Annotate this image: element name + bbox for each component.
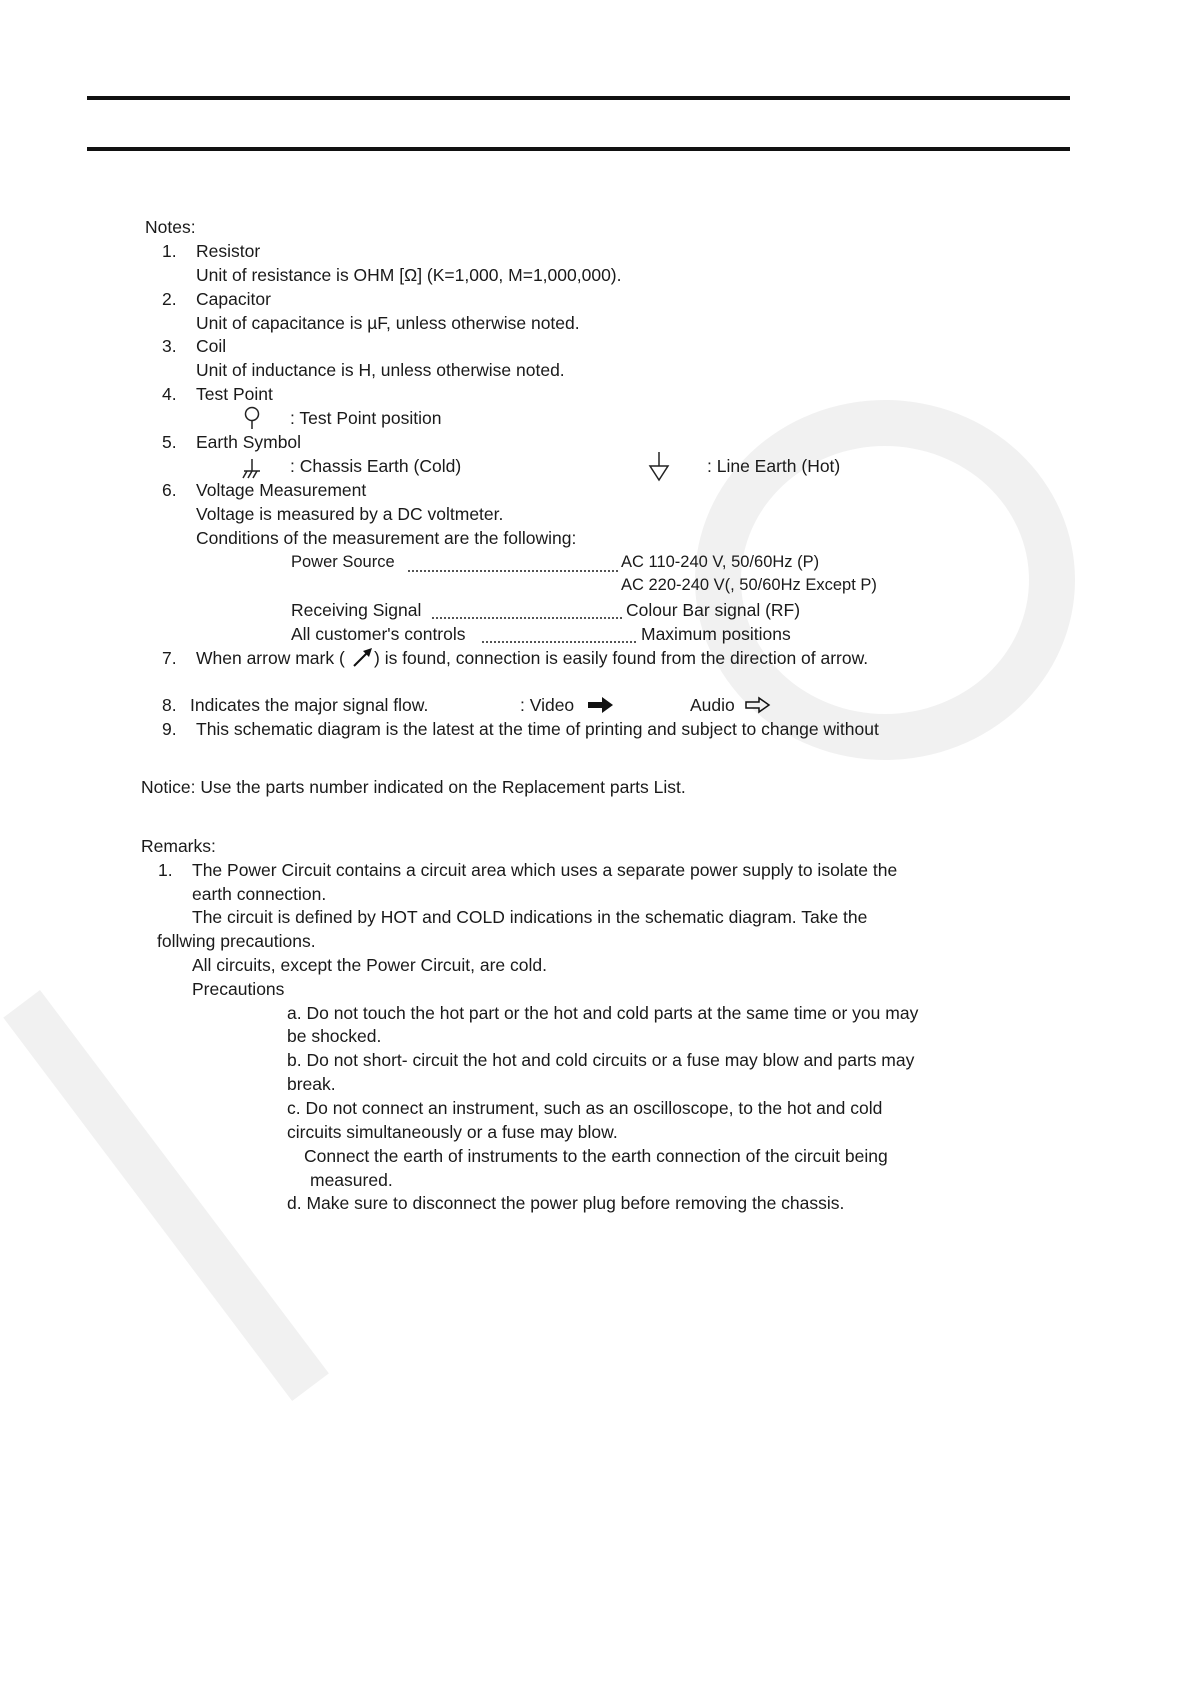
power-source-label: Power Source bbox=[291, 553, 395, 571]
precautions-heading: Precautions bbox=[192, 979, 285, 999]
line-earth-icon bbox=[648, 452, 670, 482]
header-rule-bottom bbox=[87, 147, 1070, 151]
arrow-mark-icon bbox=[352, 646, 374, 668]
audio-flow-label: Audio bbox=[690, 695, 735, 715]
note-4-title: Test Point bbox=[196, 384, 273, 404]
controls-value: Maximum positions bbox=[641, 624, 791, 644]
controls-leader bbox=[482, 641, 636, 643]
precaution-line: break. bbox=[287, 1074, 336, 1094]
receiving-signal-leader bbox=[432, 617, 622, 619]
precaution-line: b. Do not short- circuit the hot and cold circuits or a fuse may blow and parts may bbox=[287, 1050, 915, 1070]
video-flow-label: : Video bbox=[520, 695, 575, 715]
power-source-leader bbox=[408, 570, 618, 572]
note-1-number: 1. bbox=[162, 241, 177, 261]
note-5-number: 5. bbox=[162, 432, 177, 452]
note-6-line2: Conditions of the measurement are the following: bbox=[196, 528, 577, 548]
precaution-line: d. Make sure to disconnect the power plug before removing the chassis. bbox=[287, 1193, 845, 1213]
power-source-value-2: AC 220-240 V(, 50/60Hz Except P) bbox=[621, 576, 877, 594]
chassis-earth-label: : Chassis Earth (Cold) bbox=[290, 456, 462, 476]
precaution-line: be shocked. bbox=[287, 1026, 382, 1046]
note-1-detail: Unit of resistance is OHM [Ω] (K=1,000, M=1,000,000). bbox=[196, 265, 622, 285]
note-4-number: 4. bbox=[162, 384, 177, 404]
note-6-number: 6. bbox=[162, 480, 177, 500]
note-8-text: Indicates the major signal flow. bbox=[190, 695, 429, 715]
remarks-line: The circuit is defined by HOT and COLD indications in the schematic diagram. Take the bbox=[192, 907, 868, 927]
remarks-heading: Remarks: bbox=[141, 836, 216, 856]
note-2-number: 2. bbox=[162, 289, 177, 309]
remarks-line: All circuits, except the Power Circuit, are cold. bbox=[192, 955, 547, 975]
note-9-text: This schematic diagram is the latest at the time of printing and subject to change without bbox=[196, 719, 879, 739]
watermark-stroke bbox=[3, 990, 329, 1401]
chassis-earth-icon bbox=[242, 459, 262, 479]
note-4-detail: : Test Point position bbox=[290, 408, 442, 428]
remarks-line: The Power Circuit contains a circuit area which uses a separate power supply to isolate the bbox=[192, 860, 898, 880]
note-7-number: 7. bbox=[162, 648, 177, 668]
precaution-line: c. Do not connect an instrument, such as an oscilloscope, to the hot and cold bbox=[287, 1098, 883, 1118]
notes-heading: Notes: bbox=[145, 217, 196, 237]
precaution-line: circuits simultaneously or a fuse may blow. bbox=[287, 1122, 618, 1142]
remarks-line: earth connection. bbox=[192, 884, 327, 904]
receiving-signal-value: Colour Bar signal (RF) bbox=[626, 600, 801, 620]
test-point-icon bbox=[242, 406, 262, 430]
receiving-signal-label: Receiving Signal bbox=[291, 600, 422, 620]
note-3-title: Coil bbox=[196, 336, 227, 356]
remarks-line: follwing precautions. bbox=[157, 931, 316, 951]
video-arrow-icon bbox=[588, 697, 614, 713]
header-rule-top bbox=[87, 96, 1070, 100]
note-6-line1: Voltage is measured by a DC voltmeter. bbox=[196, 504, 504, 524]
note-1-title: Resistor bbox=[196, 241, 261, 261]
note-7-text-b: ) is found, connection is easily found from the direction of arrow. bbox=[374, 648, 869, 668]
note-3-detail: Unit of inductance is H, unless otherwise noted. bbox=[196, 360, 565, 380]
note-2-detail: Unit of capacitance is µF, unless otherwise noted. bbox=[196, 313, 580, 333]
controls-label: All customer's controls bbox=[291, 624, 466, 644]
note-8-number: 8. bbox=[162, 695, 177, 715]
precaution-line: measured. bbox=[310, 1170, 393, 1190]
precaution-line: a. Do not touch the hot part or the hot and cold parts at the same time or you may bbox=[287, 1003, 919, 1023]
note-6-title: Voltage Measurement bbox=[196, 480, 367, 500]
note-3-number: 3. bbox=[162, 336, 177, 356]
line-earth-label: : Line Earth (Hot) bbox=[707, 456, 841, 476]
note-7-text-a: When arrow mark ( bbox=[196, 648, 345, 668]
precaution-line: Connect the earth of instruments to the earth connection of the circuit being bbox=[304, 1146, 888, 1166]
note-2-title: Capacitor bbox=[196, 289, 271, 309]
notice-text: Notice: Use the parts number indicated on the Replacement parts List. bbox=[141, 777, 686, 797]
note-5-title: Earth Symbol bbox=[196, 432, 302, 452]
remarks-1-number: 1. bbox=[158, 860, 173, 880]
audio-arrow-icon bbox=[745, 697, 771, 713]
power-source-value-1: AC 110-240 V, 50/60Hz (P) bbox=[621, 553, 820, 571]
note-9-number: 9. bbox=[162, 719, 177, 739]
